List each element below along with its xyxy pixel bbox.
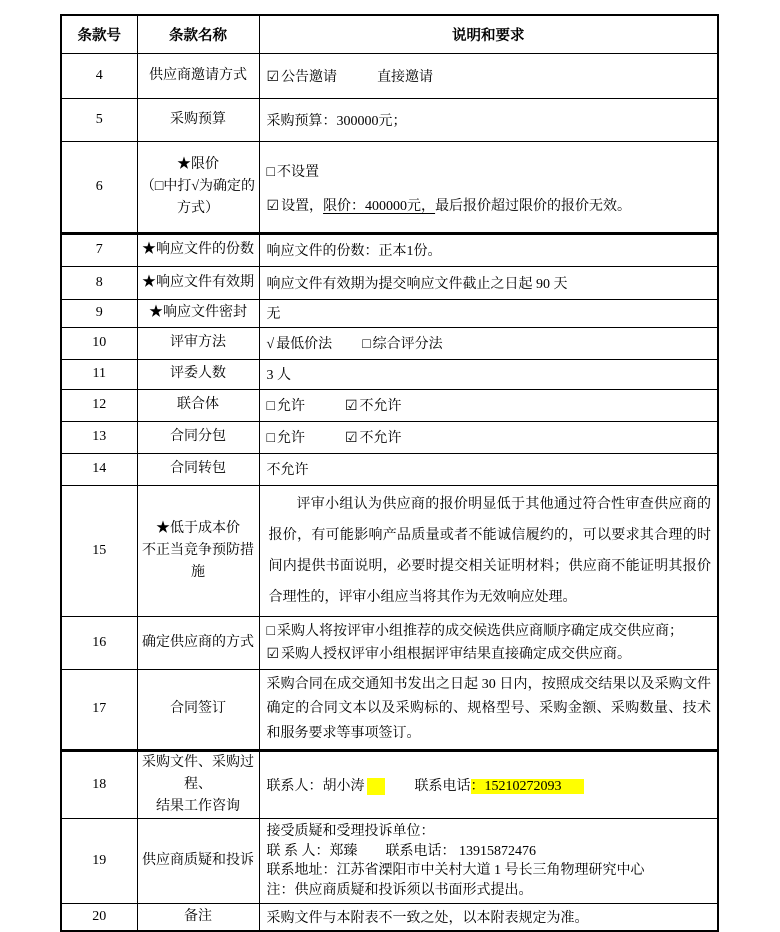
option-label: 不允许 — [359, 431, 402, 446]
table-row — [61, 98, 718, 141]
option-label: 采购人授权评审小组根据评审结果直接确定成交供应商。 — [281, 646, 632, 662]
checkbox-checked-icon: ☑ — [266, 69, 280, 85]
clause-name: 联合体 — [137, 389, 259, 421]
clause-name: 备注 — [137, 904, 259, 932]
option-label: 最后报价超过限价的报价无效。 — [435, 198, 632, 214]
clause-desc: 响应文件的份数：正本1份。 — [259, 233, 718, 266]
option-label: 不设置 — [276, 164, 319, 180]
terms-table — [60, 14, 719, 932]
option-label: 允许 — [276, 399, 305, 414]
clause-desc — [259, 421, 718, 453]
clause-name: ★响应文件有效期 — [137, 266, 259, 299]
clause-name — [137, 751, 259, 819]
clause-desc — [259, 751, 718, 819]
checkbox-unchecked-icon: □ — [266, 399, 275, 414]
clause-desc: 3 人 — [259, 359, 718, 389]
clause-name: 供应商质疑和投诉 — [137, 819, 259, 904]
checkbox-unchecked-icon: □ — [266, 431, 275, 446]
clause-no: 8 — [61, 266, 137, 299]
clause-desc: 不允许 — [259, 453, 718, 485]
contact-name: 胡小涛 — [322, 778, 365, 794]
clause-no: 17 — [61, 669, 137, 751]
clause-name: 评审方法 — [137, 327, 259, 359]
clause-desc: 采购预算：300000元； — [259, 98, 718, 141]
highlight-blank — [367, 778, 385, 795]
clause-desc — [259, 819, 718, 904]
checkbox-checked-icon: ☑ — [266, 198, 280, 214]
checkbox-checked-icon: ☑ — [344, 431, 358, 446]
clause-desc — [259, 485, 718, 616]
option-label: 允许 — [276, 431, 305, 446]
clause-name: 供应商邀请方式 — [137, 53, 259, 98]
checkbox-checked-icon: ☑ — [266, 646, 280, 662]
clause-no: 9 — [61, 299, 137, 327]
table-row — [61, 751, 718, 819]
clause-name-line: （□中打√为确定的方式） — [140, 178, 256, 216]
checkbox-unchecked-icon: □ — [266, 164, 275, 180]
table-row — [61, 266, 718, 299]
phone-label: 联系电话 — [414, 778, 471, 794]
clause-name-line: ★限价 — [177, 156, 219, 172]
option-label: 直接邀请 — [377, 69, 434, 85]
clause-name: ★响应文件密封 — [137, 299, 259, 327]
clause-name — [137, 141, 259, 233]
option-label: 公告邀请 — [281, 69, 338, 85]
clause-name: 采购预算 — [137, 98, 259, 141]
table-row — [61, 233, 718, 266]
clause-name: 合同签订 — [137, 669, 259, 751]
header-clause-no: 条款号 — [61, 15, 137, 53]
clause-no: 13 — [61, 421, 137, 453]
clause-name-line: ★低于成本价 — [156, 520, 240, 536]
complaint-address-line: 联系地址：江苏省溧阳市中关村大道 1 号长三角物理研究中心 — [266, 863, 645, 878]
table-row — [61, 327, 718, 359]
clause-no: 12 — [61, 389, 137, 421]
clause-name: ★响应文件的份数 — [137, 233, 259, 266]
underlined-value: 限价：400000元， — [323, 198, 436, 214]
clause-name: 确定供应商的方式 — [137, 616, 259, 669]
clause-desc — [259, 141, 718, 233]
clause-name-line: 采购文件、采购过程、 — [142, 755, 254, 792]
clause-no: 14 — [61, 453, 137, 485]
clause-desc — [259, 389, 718, 421]
checkbox-unchecked-icon: □ — [266, 623, 275, 639]
checkbox-checked-icon: ☑ — [344, 399, 358, 414]
clause-no: 20 — [61, 904, 137, 932]
header-clause-desc: 说明和要求 — [259, 15, 718, 53]
clause-desc: 响应文件有效期为提交响应文件截止之日起 90 天 — [259, 266, 718, 299]
clause-no: 19 — [61, 819, 137, 904]
table-row — [61, 359, 718, 389]
option-label: 综合评分法 — [372, 337, 443, 352]
clause-no: 7 — [61, 233, 137, 266]
header-clause-name: 条款名称 — [137, 15, 259, 53]
table-row — [61, 141, 718, 233]
table-row — [61, 421, 718, 453]
clause-no: 10 — [61, 327, 137, 359]
option-label: 设置， — [281, 198, 324, 214]
clause-name: 合同转包 — [137, 453, 259, 485]
checkbox-unchecked-icon: □ — [362, 337, 371, 352]
clause-desc — [259, 616, 718, 669]
table-row — [61, 389, 718, 421]
option-line — [267, 620, 714, 643]
complaint-contact-line: 联 系 人：郑臻 联系电话： 13915872476 — [266, 843, 536, 859]
table-header-row — [61, 15, 718, 53]
clause-desc — [259, 53, 718, 98]
clause-no: 18 — [61, 751, 137, 819]
clause-no: 16 — [61, 616, 137, 669]
table-row — [61, 669, 718, 751]
option-line — [267, 643, 714, 666]
clause-no: 4 — [61, 53, 137, 98]
clause-name: 评委人数 — [137, 359, 259, 389]
clause-paragraph: 评审小组认为供应商的报价明显低于其他通过符合性审查供应商的报价，有可能影响产品质量或者不能诚信履约的，可以要求其合理的时间内提供书面说明，必要时提交相关证明材料；供应商不能证明其报价合理性的，评审小组应当将其作为无效响应处理。 — [268, 496, 711, 605]
clause-name-line: 结果工作咨询 — [156, 799, 240, 814]
clause-no: 15 — [61, 485, 137, 616]
clause-no: 5 — [61, 98, 137, 141]
option-label: 最低价法 — [276, 337, 333, 352]
table-row — [61, 819, 718, 904]
clause-desc: 采购文件与本附表不一致之处，以本附表规定为准。 — [259, 904, 718, 932]
clause-no: 6 — [61, 141, 137, 233]
clause-name: 合同分包 — [137, 421, 259, 453]
clause-desc — [259, 327, 718, 359]
option-label: 采购人将按评审小组推荐的成交候选供应商顺序确定成交供应商； — [276, 623, 683, 639]
table-row — [61, 53, 718, 98]
option-label: 不允许 — [359, 399, 402, 414]
clause-paragraph: 采购合同在成交通知书发出之日起 30 日内，按照成交结果以及采购文件确定的合同文本以及采购标的、规格型号、采购金额、采购数量、技术和服务要求等事项签订。 — [266, 676, 711, 741]
clause-desc — [259, 669, 718, 751]
table-row — [61, 453, 718, 485]
clause-name-line: 不正当竞争预防措施 — [142, 542, 254, 580]
clause-desc: 无 — [259, 299, 718, 327]
checkmark-icon: √ — [266, 337, 275, 352]
table-row — [61, 299, 718, 327]
complaint-unit-line: 接受质疑和受理投诉单位： — [266, 824, 435, 839]
contact-label: 联系人： — [266, 778, 323, 794]
table-row — [61, 485, 718, 616]
table-row — [61, 904, 718, 932]
phone-value-highlighted: ：15210272093 — [471, 779, 584, 794]
complaint-note-line: 注：供应商质疑和投诉须以书面形式提出。 — [266, 882, 533, 898]
clause-no: 11 — [61, 359, 137, 389]
clause-name — [137, 485, 259, 616]
table-row — [61, 616, 718, 669]
